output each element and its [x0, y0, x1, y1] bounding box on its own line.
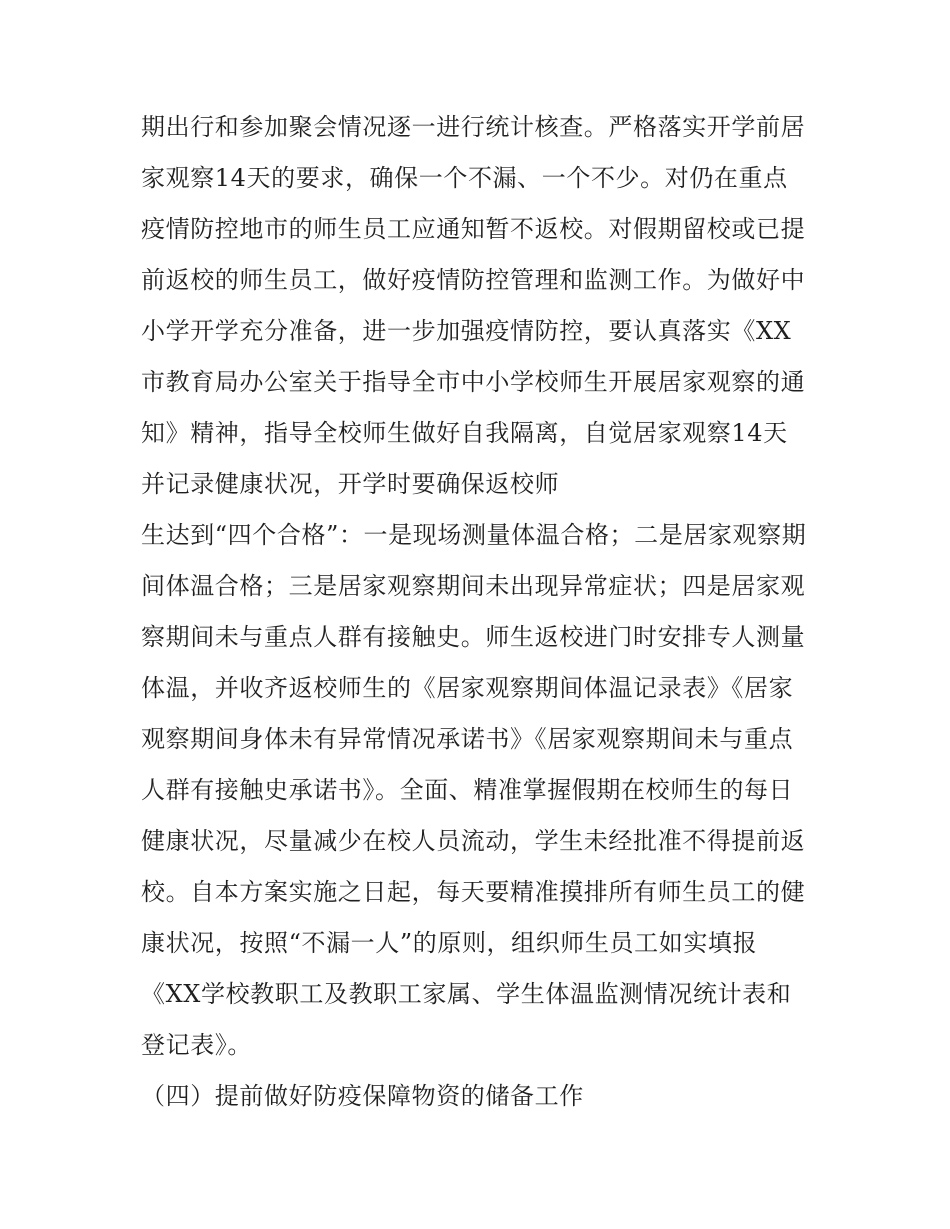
body-text-line: 市教育局办公室关于指导全市中小学校师生开展居家观察的通: [141, 368, 806, 396]
body-text-line: 登记表》。: [141, 1031, 252, 1059]
body-text-line: 人群有接触史承诺书》。全面、精准掌握假期在校师生的每日: [141, 776, 794, 804]
body-text-line: 并记录健康状况，开学时要确保返校师: [141, 470, 560, 498]
body-text-line: 期出行和参加聚会情况逐一进行统计核查。严格落实开学前居: [141, 113, 806, 141]
body-text-line: 察期间未与重点人群有接触史。师生返校进门时安排专人测量: [141, 623, 806, 651]
body-text-line: 知》精神，指导全校师生做好自我隔离，自觉居家观察14天: [141, 419, 788, 447]
body-text-line: 《XX学校教职工及教职工家属、学生体温监测情况统计表和: [141, 980, 792, 1008]
body-text-line: 健康状况，尽量减少在校人员流动，学生未经批准不得提前返: [141, 827, 806, 855]
body-text-line: 康状况，按照“不漏一人”的原则，组织师生员工如实填报: [141, 929, 758, 957]
body-text-line: 体温，并收齐返校师生的《居家观察期间体温记录表》《居家: [141, 674, 794, 702]
body-text-line: 生达到“四个合格”：一是现场测量体温合格；二是居家观察期: [141, 521, 807, 549]
body-text-line: 前返校的师生员工，做好疫情防控管理和监测工作。为做好中: [141, 266, 806, 294]
body-text-line: 疫情防控地市的师生员工应通知暂不返校。对假期留校或已提: [141, 215, 806, 243]
section-heading: （四）提前做好防疫保障物资的储备工作: [141, 1082, 584, 1110]
body-text-line: 校。自本方案实施之日起，每天要精准摸排所有师生员工的健: [141, 878, 806, 906]
body-text-line: 观察期间身体未有异常情况承诺书》《居家观察期间未与重点: [141, 725, 794, 753]
body-text-line: 家观察14天的要求，确保一个不漏、一个不少。对仍在重点: [141, 164, 788, 192]
body-text-line: 间体温合格；三是居家观察期间未出现异常症状；四是居家观: [141, 572, 806, 600]
body-text-line: 小学开学充分准备，进一步加强疫情防控，要认真落实《XX: [141, 317, 792, 345]
